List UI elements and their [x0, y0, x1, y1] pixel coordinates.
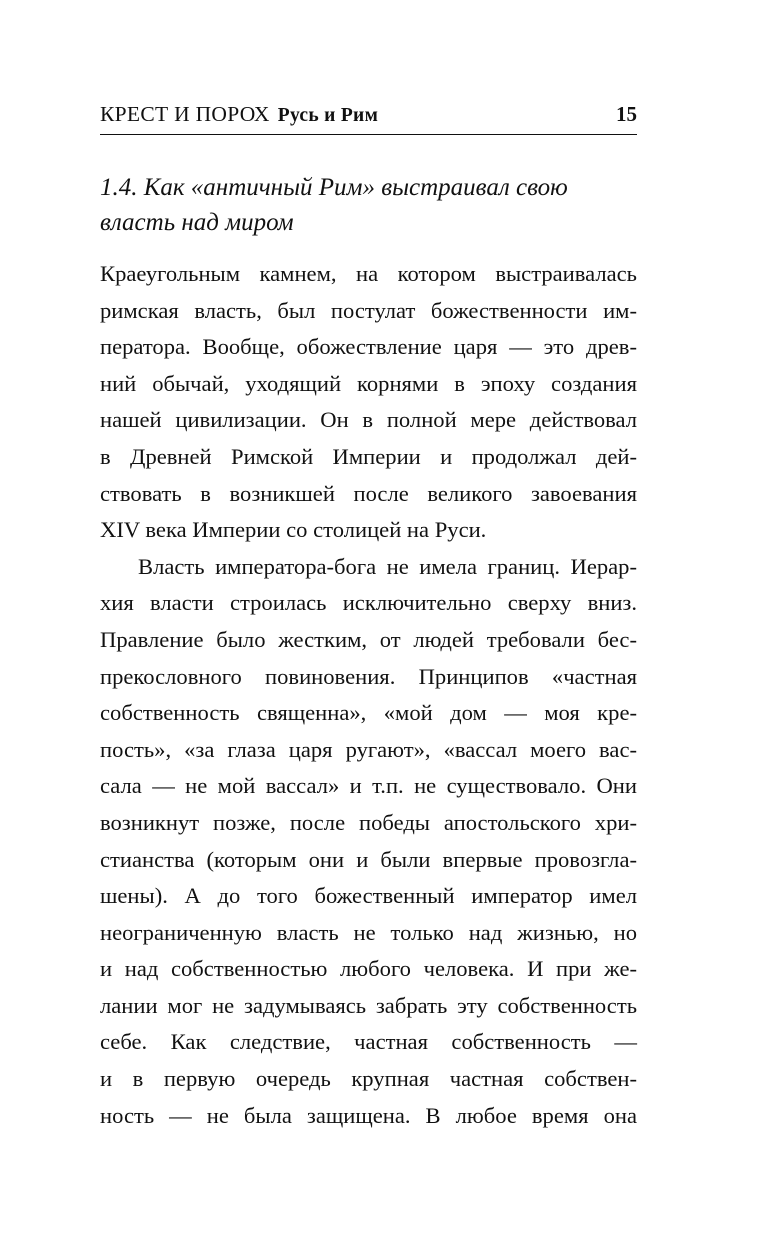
text-line: себе. Как следствие, частная собственность —: [100, 1029, 637, 1055]
text-line: сала — не мой вассал» и т.п. не существовало. Они: [100, 773, 637, 799]
book-subtitle: Русь и Рим: [277, 105, 379, 126]
page-number: 15: [616, 102, 637, 126]
section-heading: [100, 170, 637, 240]
running-header: [100, 100, 637, 135]
text-line: прекословного повиновения. Принципов «частная: [100, 663, 637, 689]
text-line: Власть императора-бога не имела границ. Иерар-: [138, 553, 637, 579]
text-line: нашей цивилизации. Он в полной мере действовал: [100, 407, 637, 433]
text-line: пость», «за глаза царя ругают», «вассал моего вас-: [100, 736, 637, 762]
text-line: стианства (которым они и были впервые провозгла-: [100, 846, 637, 872]
book-title: КРЕСТ И ПОРОХ: [100, 102, 270, 126]
text-line: XIV века Империи со столицей на Руси.: [100, 517, 487, 543]
text-line: неограниченную власть не только над жизнью, но: [100, 919, 637, 945]
text-line: ний обычай, уходящий корнями в эпоху создания: [100, 370, 637, 396]
text-line: возникнут позже, после победы апостольского хри-: [100, 809, 637, 835]
section-heading-line: власть над миром: [100, 209, 294, 236]
body-text: [100, 256, 637, 1134]
book-page: [100, 0, 637, 1240]
text-line: Правление было жестким, от людей требовали бес-: [100, 626, 637, 652]
text-line: ператора. Вообще, обожествление царя — это древ-: [100, 334, 637, 360]
text-line: ствовать в возникшей после великого завоевания: [100, 480, 637, 506]
text-line: шены). А до того божественный император имел: [100, 883, 637, 909]
text-line: и в первую очередь крупная частная собствен-: [100, 1066, 637, 1092]
book-title-header: [100, 102, 378, 127]
text-line: Краеугольным камнем, на котором выстраивалась: [100, 261, 637, 286]
text-line: в Древней Римской Империи и продолжал дей-: [100, 443, 637, 469]
text-line: хия власти строилась исключительно сверху вниз.: [100, 590, 637, 616]
text-line: ность — не была защищена. В любое время она: [100, 1102, 637, 1128]
text-line: лании мог не задумываясь забрать эту собственность: [100, 992, 637, 1018]
text-line: и над собственностью любого человека. И при же-: [100, 956, 637, 982]
text-line: римская власть, был постулат божественности им-: [100, 297, 637, 323]
text-line: собственность священна», «мой дом — моя кре-: [100, 700, 637, 726]
section-heading-line: 1.4. Как «античный Рим» выстраивал свою: [100, 174, 568, 201]
